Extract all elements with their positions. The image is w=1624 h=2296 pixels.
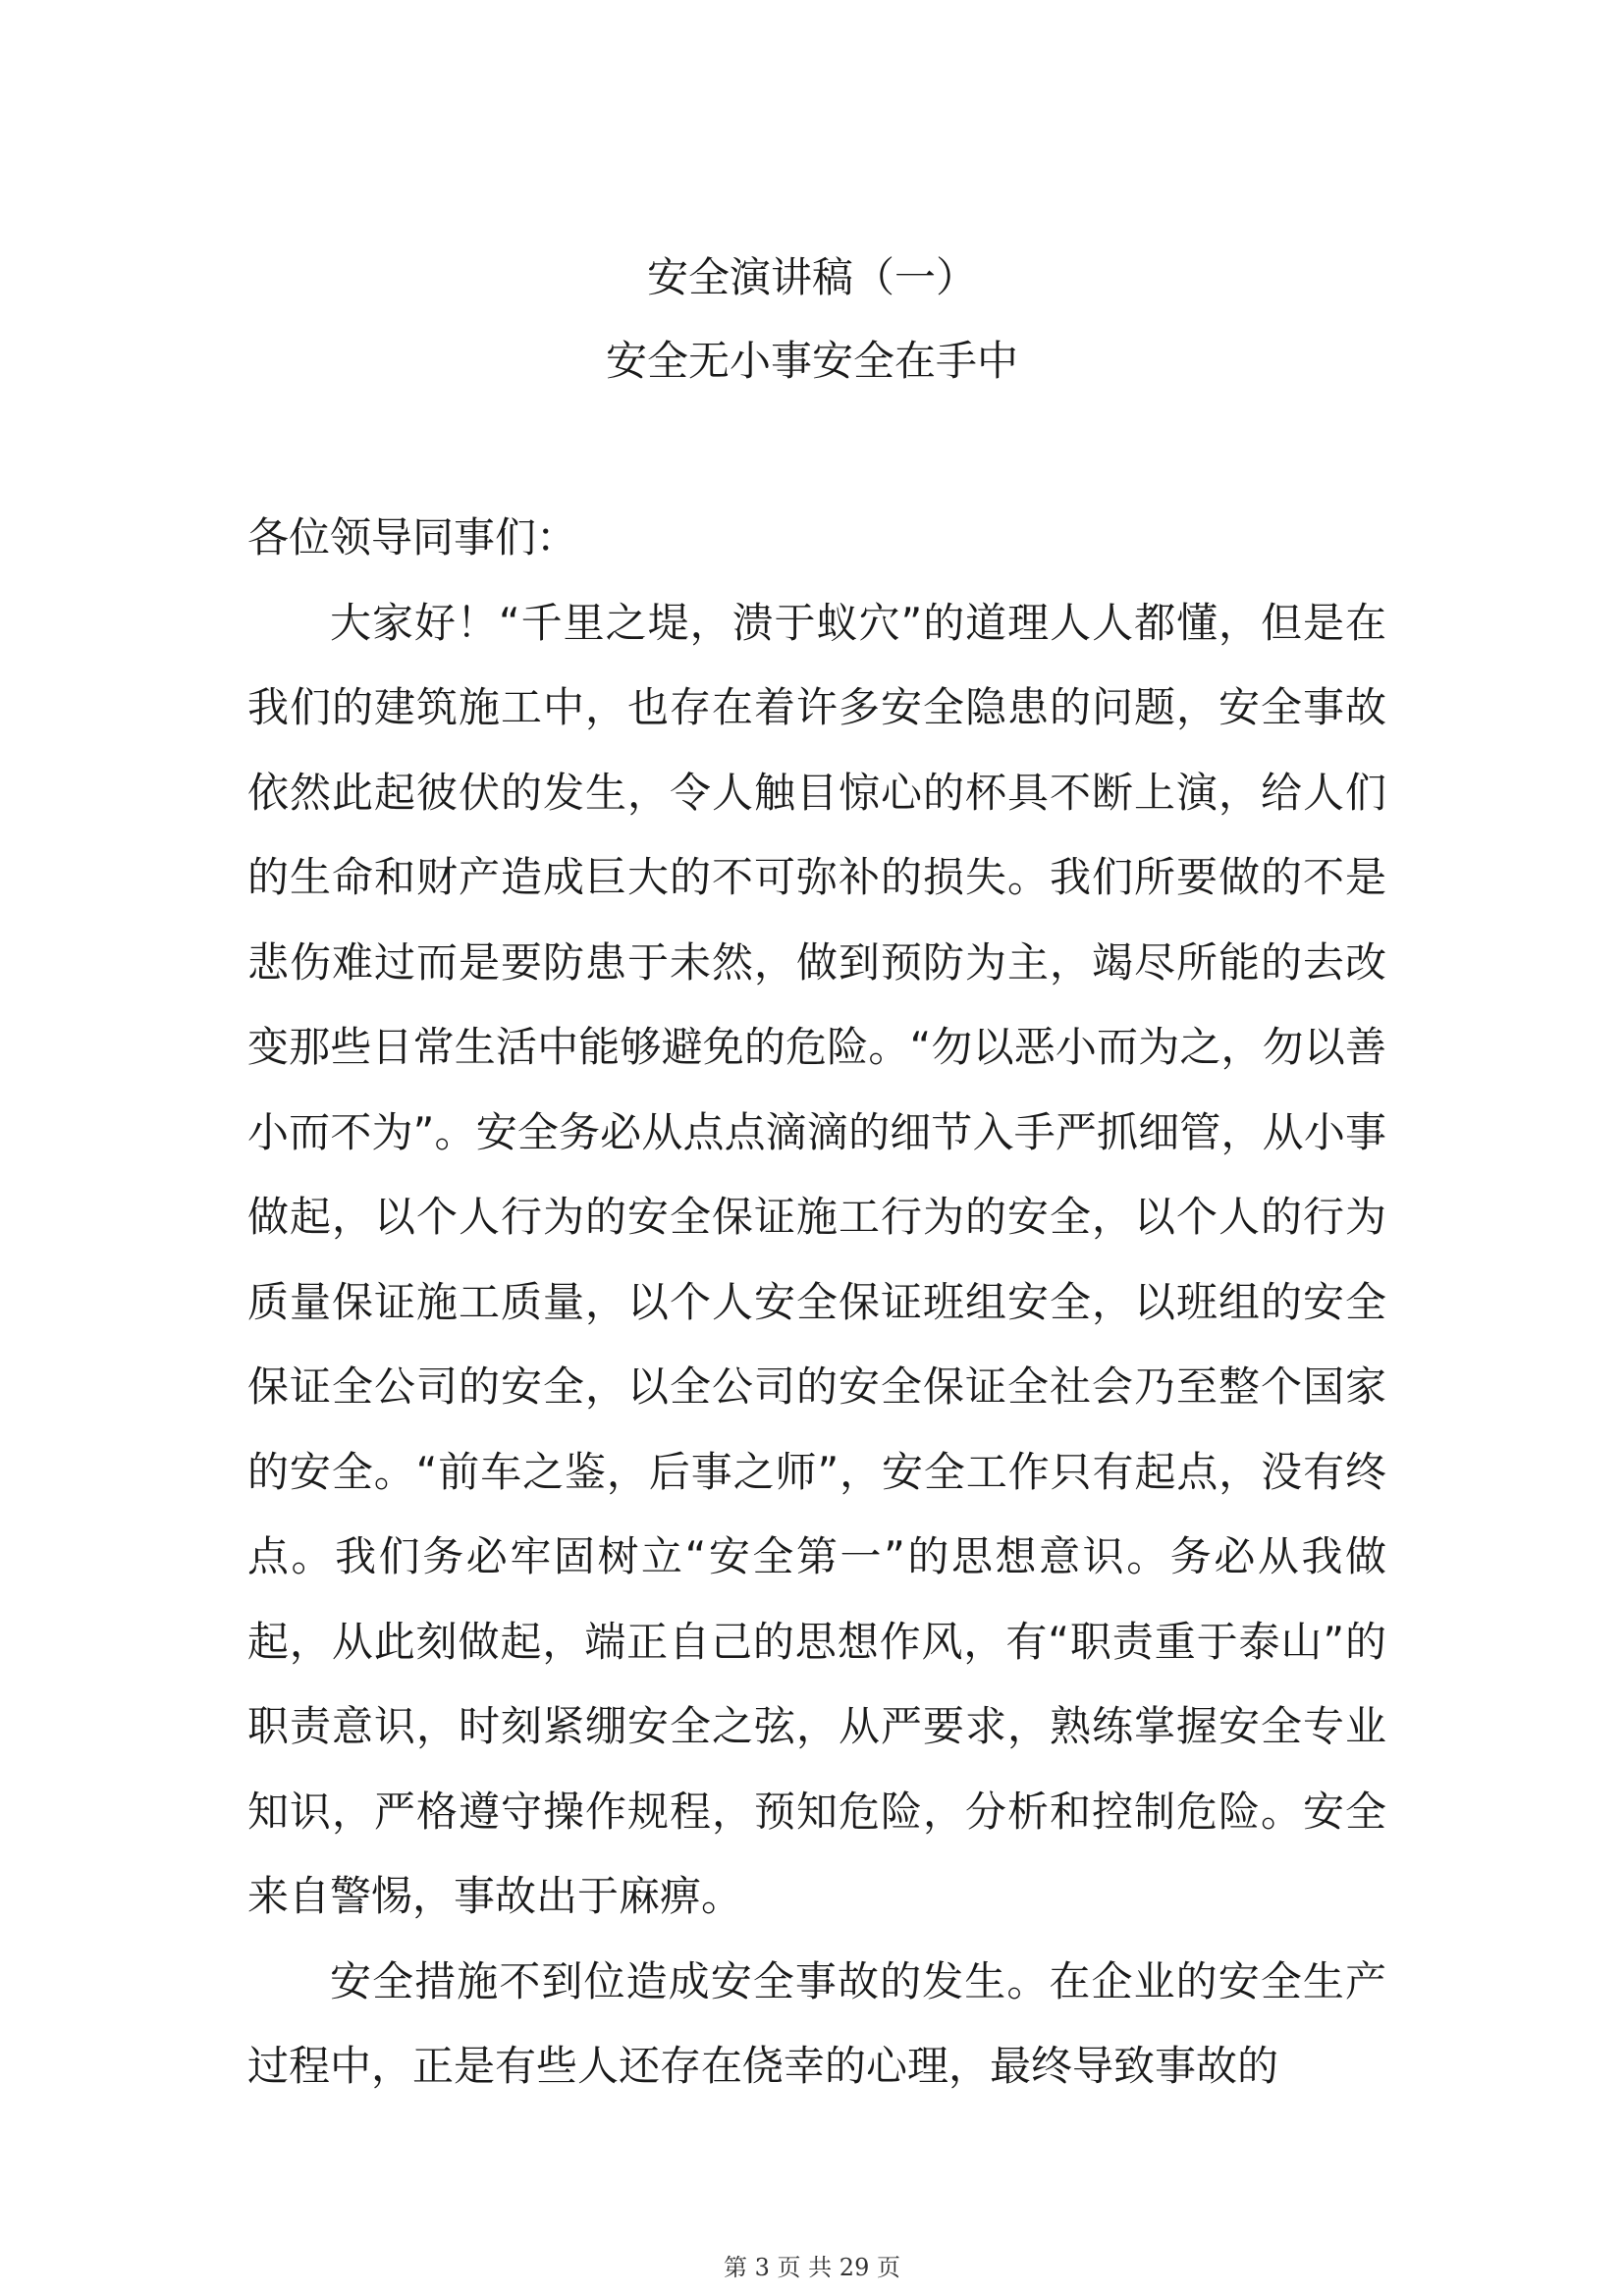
page-subtitle: 安全无小事安全在手中 [605, 337, 1018, 385]
page-footer: 第 3 页 共 29 页 [724, 2254, 900, 2281]
page-title: 安全演讲稿（一） [646, 253, 977, 301]
document-body [247, 496, 1386, 2109]
salutation: 各位领导同事们： [247, 513, 578, 561]
paragraph-2: 安全措施不到位造成安全事故的发生。在企业的安全生产过程中，正是有些人还存在侥幸的心理，最终导致事故的 [247, 1956, 1386, 2090]
paragraph-1: 大家好！“千里之堤，溃于蚁穴”的道理人人都懂，但是在我们的建筑施工中，也存在着许多安全隐患的问题，安全事故依然此起彼伏的发生，令人触目惊心的杯具不断上演，给人们的生命和财产造成巨大的不可弥补的损失。我们所要做的不是悲伤难过而是要防患于未然，做到预防为主，竭尽所能的去改变那些日常生活中能够避免的危险。“勿以恶小而为之，勿以善小而不为”。安全务必从点点滴滴的细节入手严抓细管，从小事做起，以个人行为的安全保证施工行为的安全，以个人的行为质量保证施工质量，以个人安全保证班组安全，以班组的安全保证全公司的安全，以全公司的安全保证全社会乃至整个国家的安全。“前车之鉴，后事之师”，安全工作只有起点，没有终点。我们务必牢固树立“安全第一”的思想意识。务必从我做起，从此刻做起，端正自己的思想作风，有“职责重于泰山”的职责意识，时刻紧绷安全之弦，从严要求，熟练掌握安全专业知识，严格遵守操作规程，预知危险，分析和控制危险。安全来自警惕，事故出于麻痹。 [247, 598, 1386, 1920]
